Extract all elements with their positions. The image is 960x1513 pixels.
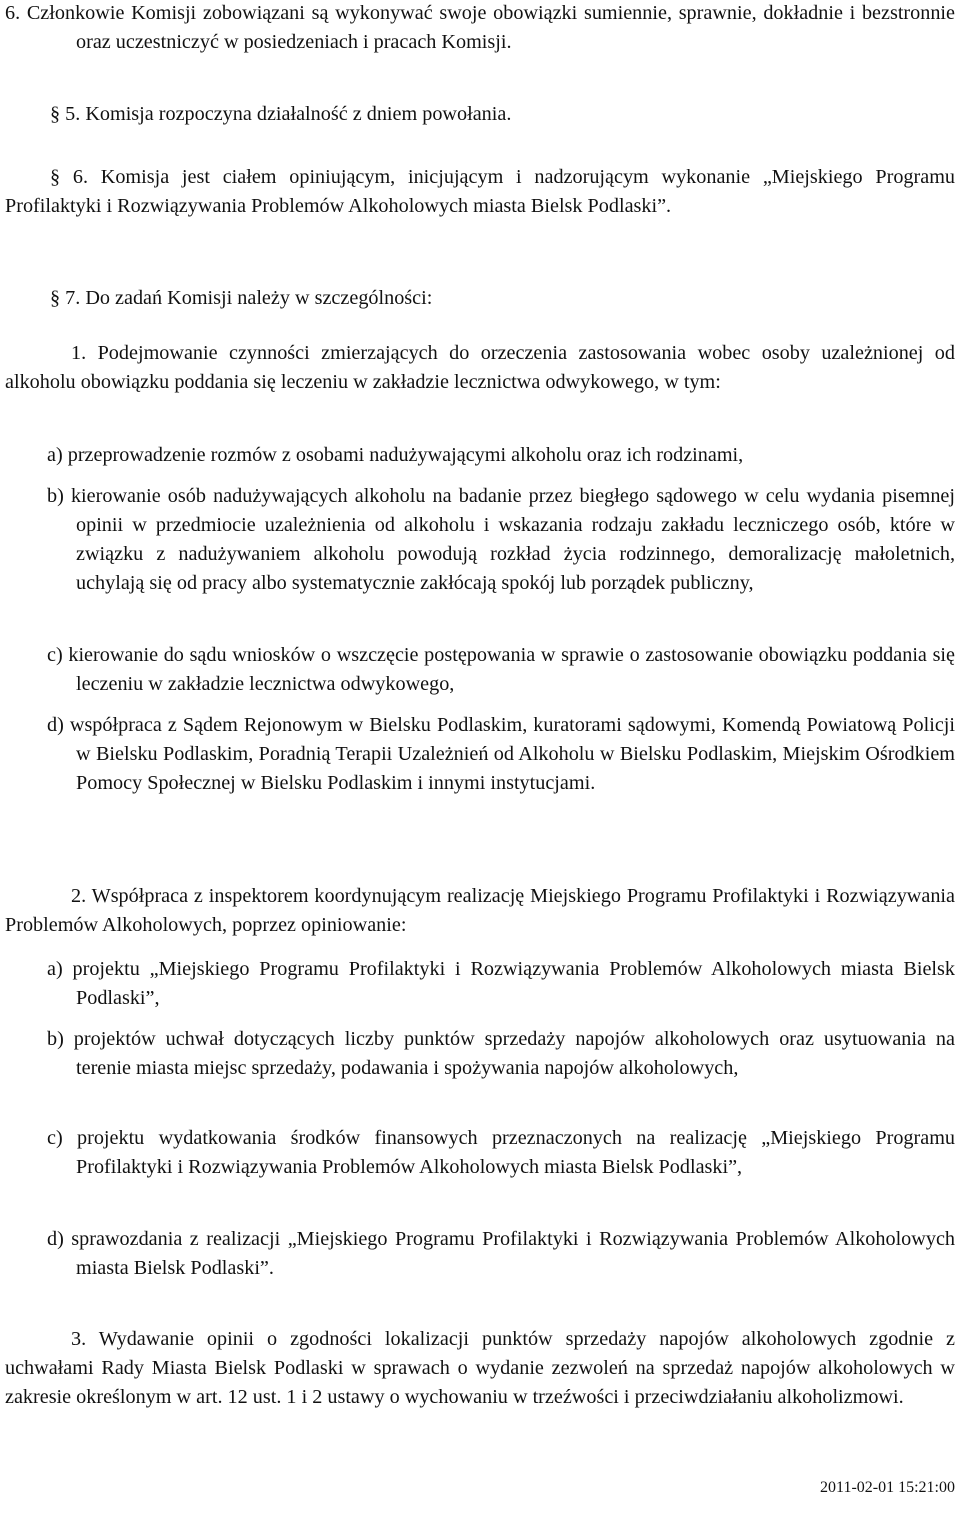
task-1-intro: 1. Podejmowanie czynności zmierzających do orzeczenia zastosowania wobec osoby uzależnionej od alkoholu obowiązku poddania się leczeniu w zakładzie lecznictwa odwykowego, w tym: <box>5 342 955 393</box>
item-6-members: 6. Członkowie Komisji zobowiązani są wykonywać swoje obowiązki sumiennie, sprawnie, dokładnie i bezstronnie oraz uczestniczyć w posiedzeniach i pracach Komisji. <box>5 2 955 53</box>
paragraph-6: § 6. Komisja jest ciałem opiniującym, inicjującym i nadzorującym wykonanie „Miejskiego Programu Profilaktyki i Rozwiązywania Problemów Alkoholowych miasta Bielsk Podlaski”. <box>5 166 955 217</box>
task-1-item-a: a) przeprowadzenie rozmów z osobami nadużywającymi alkoholu oraz ich rodzinami, <box>47 444 744 466</box>
task-1-item-d: d) współpraca z Sądem Rejonowym w Bielsku Podlaskim, kuratorami sądowymi, Komendą Powiatową Policji w Bielsku Podlaskim, Poradnią Terapii Uzależnień od Alkoholu w Bielsku Podlaskim, Miejskim Ośrodkiem Pomocy Społecznej w Bielsku Podlaskim i innymi instytucjami. <box>47 714 955 794</box>
task-2-item-a: a) projektu „Miejskiego Programu Profilaktyki i Rozwiązywania Problemów Alkoholowych miasta Bielsk Podlaski”, <box>47 958 955 1009</box>
task-1-item-c: c) kierowanie do sądu wniosków o wszczęcie postępowania w sprawie o zastosowanie obowiązku poddania się leczeniu w zakładzie lecznictwa odwykowego, <box>47 644 955 695</box>
task-2-item-c: c) projektu wydatkowania środków finansowych przeznaczonych na realizację „Miejskiego Programu Profilaktyki i Rozwiązywania Problemów Alkoholowych miasta Bielsk Podlaski”, <box>47 1127 955 1178</box>
task-3: 3. Wydawanie opinii o zgodności lokalizacji punktów sprzedaży napojów alkoholowych zgodnie z uchwałami Rady Miasta Bielsk Podlaski w sprawach o wydanie zezwoleń na sprzedaż napojów alkoholowych w zakresie określonym w art. 12 ust. 1 i 2 ustawy o wychowaniu w trzeźwości i przeciwdziałaniu alkoholizmowi. <box>5 1328 955 1408</box>
task-1-item-b: b) kierowanie osób nadużywających alkoholu na badanie przez biegłego sądowego w celu wydania pisemnej opinii w przedmiocie uzależnienia od alkoholu i wskazania rodzaju zakładu leczniczego osób, które w związku z nadużywaniem alkoholu powodują rozkład życia rodzinnego, demoralizację małoletnich, uchylają się od pracy albo systematycznie zakłócają spokój lub porządek publiczny, <box>47 485 955 594</box>
paragraph-7: § 7. Do zadań Komisji należy w szczególności: <box>50 287 433 309</box>
task-2-intro: 2. Współpraca z inspektorem koordynującym realizację Miejskiego Programu Profilaktyki i Rozwiązywania Problemów Alkoholowych, poprzez opiniowanie: <box>5 885 955 936</box>
task-2-item-b: b) projektów uchwał dotyczących liczby punktów sprzedaży napojów alkoholowych oraz usytuowania na terenie miasta miejsc sprzedaży, podawania i spożywania napojów alkoholowych, <box>47 1028 955 1079</box>
task-2-item-d: d) sprawozdania z realizacji „Miejskiego Programu Profilaktyki i Rozwiązywania Problemów Alkoholowych miasta Bielsk Podlaski”. <box>47 1228 955 1279</box>
footer-timestamp: 2011-02-01 15:21:00 <box>820 1479 955 1496</box>
paragraph-5: § 5. Komisja rozpoczyna działalność z dniem powołania. <box>50 103 512 125</box>
